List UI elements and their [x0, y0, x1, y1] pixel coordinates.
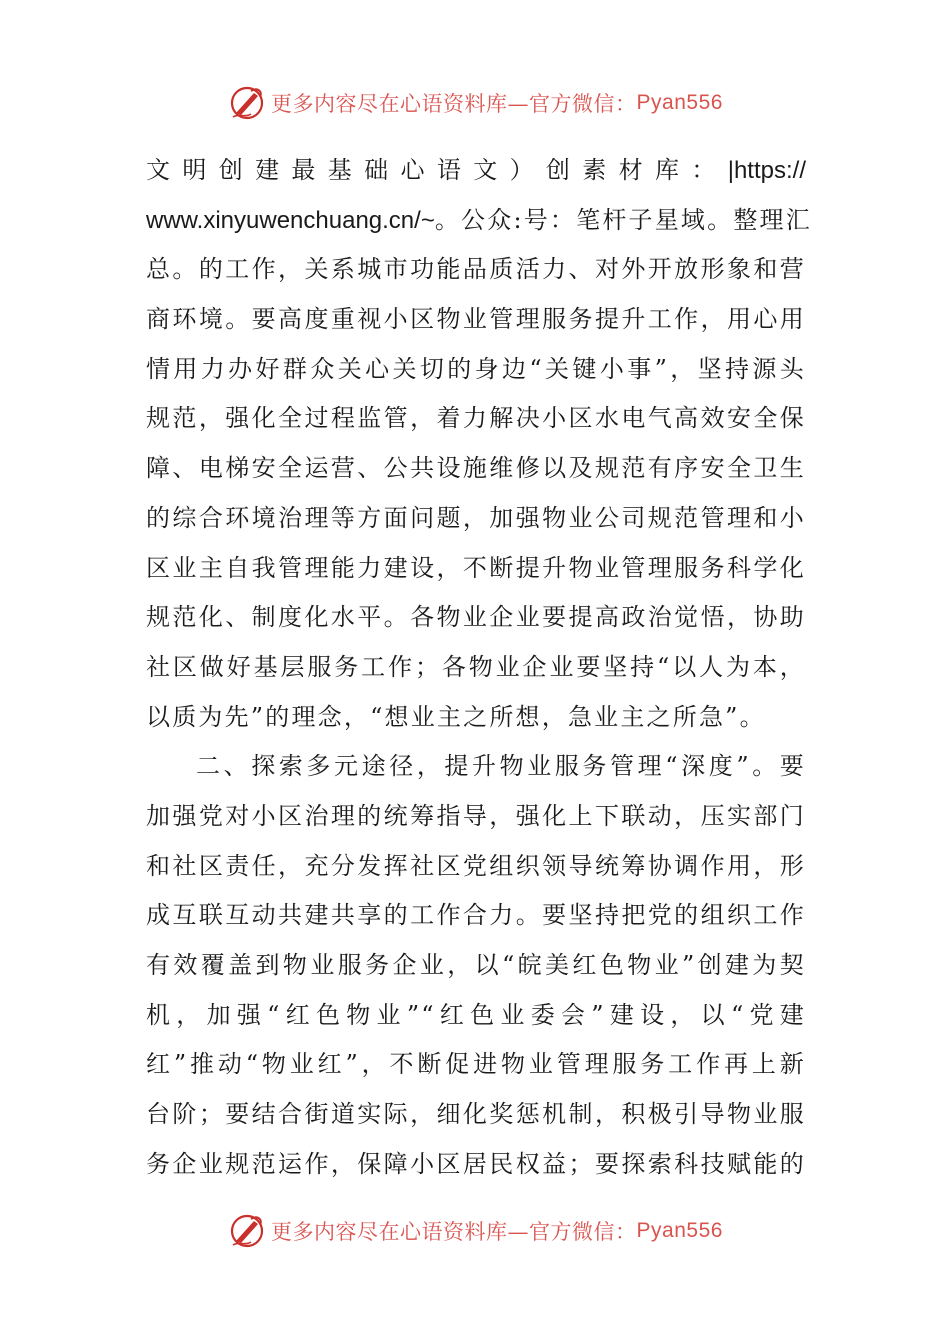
text-line: 和社区责任，充分发挥社区党组织领导统筹协调作用，形	[146, 851, 806, 880]
pen-ink-logo-icon	[227, 83, 267, 123]
text-line: 规范，强化全过程监管，着力解决小区水电气高效安全保	[146, 404, 806, 433]
text-line: 加强党对小区治理的统筹指导，强化上下联动，压实部门	[146, 801, 806, 830]
watermark-wechat-id: Pyan556	[636, 1219, 723, 1242]
watermark-wechat-id: Pyan556	[636, 91, 723, 114]
text-line: 台阶；要结合街道实际，细化奖惩机制，积极引导物业服	[146, 1100, 806, 1129]
document-body	[146, 146, 812, 1189]
text-line: www.xinyuwenchuang.cn/~。公众:号：笔杆子星域。整理汇	[146, 205, 812, 234]
text-line: 成互联互动共建共享的工作合力。要坚持把党的组织工作	[146, 901, 806, 930]
text-line: 商环境。要高度重视小区物业管理服务提升工作，用心用	[146, 305, 806, 334]
paragraph-heading-line: 二、探索多元途径，提升物业服务管理“深度”。要	[196, 752, 806, 781]
text-line: 情用力办好群众关心关切的身边“关键小事”，坚持源头	[146, 354, 806, 383]
text-line: 以质为先”的理念，“想业主之所想，急业主之所急”。	[146, 702, 766, 731]
text-line: 文 明 创 建 最 基 础 心 语 文 ） 创 素 材 库 ： |https://	[146, 156, 806, 184]
watermark-text: 更多内容尽在心语资料库—官方微信：	[271, 1220, 637, 1244]
header-watermark	[0, 78, 950, 128]
text-line: 的综合环境治理等方面问题，加强物业公司规范管理和小	[146, 503, 806, 532]
text-line: 务企业规范运作，保障小区居民权益；要探索科技赋能的	[146, 1149, 806, 1178]
text-line: 红”推动“物业红”，不断促进物业管理服务工作再上新	[146, 1050, 806, 1079]
text-line: 有效覆盖到物业服务企业，以“皖美红色物业”创建为契	[146, 951, 806, 979]
footer-watermark	[0, 1206, 950, 1256]
text-line: 区业主自我管理能力建设，不断提升物业管理服务科学化	[146, 553, 806, 582]
text-line: 社区做好基层服务工作；各物业企业要坚持“以人为本，	[146, 652, 806, 681]
pen-ink-logo-icon	[227, 1211, 267, 1251]
text-line: 机，加强“红色物业”“红色业委会”建设，以“党建	[146, 1000, 806, 1029]
watermark-text: 更多内容尽在心语资料库—官方微信：	[271, 92, 637, 116]
text-line: 总。的工作，关系城市功能品质活力、对外开放形象和营	[146, 255, 806, 284]
text-line: 规范化、制度化水平。各物业企业要提高政治觉悟，协助	[146, 603, 806, 632]
text-line: 障、电梯安全运营、公共设施维修以及规范有序安全卫生	[146, 454, 806, 483]
